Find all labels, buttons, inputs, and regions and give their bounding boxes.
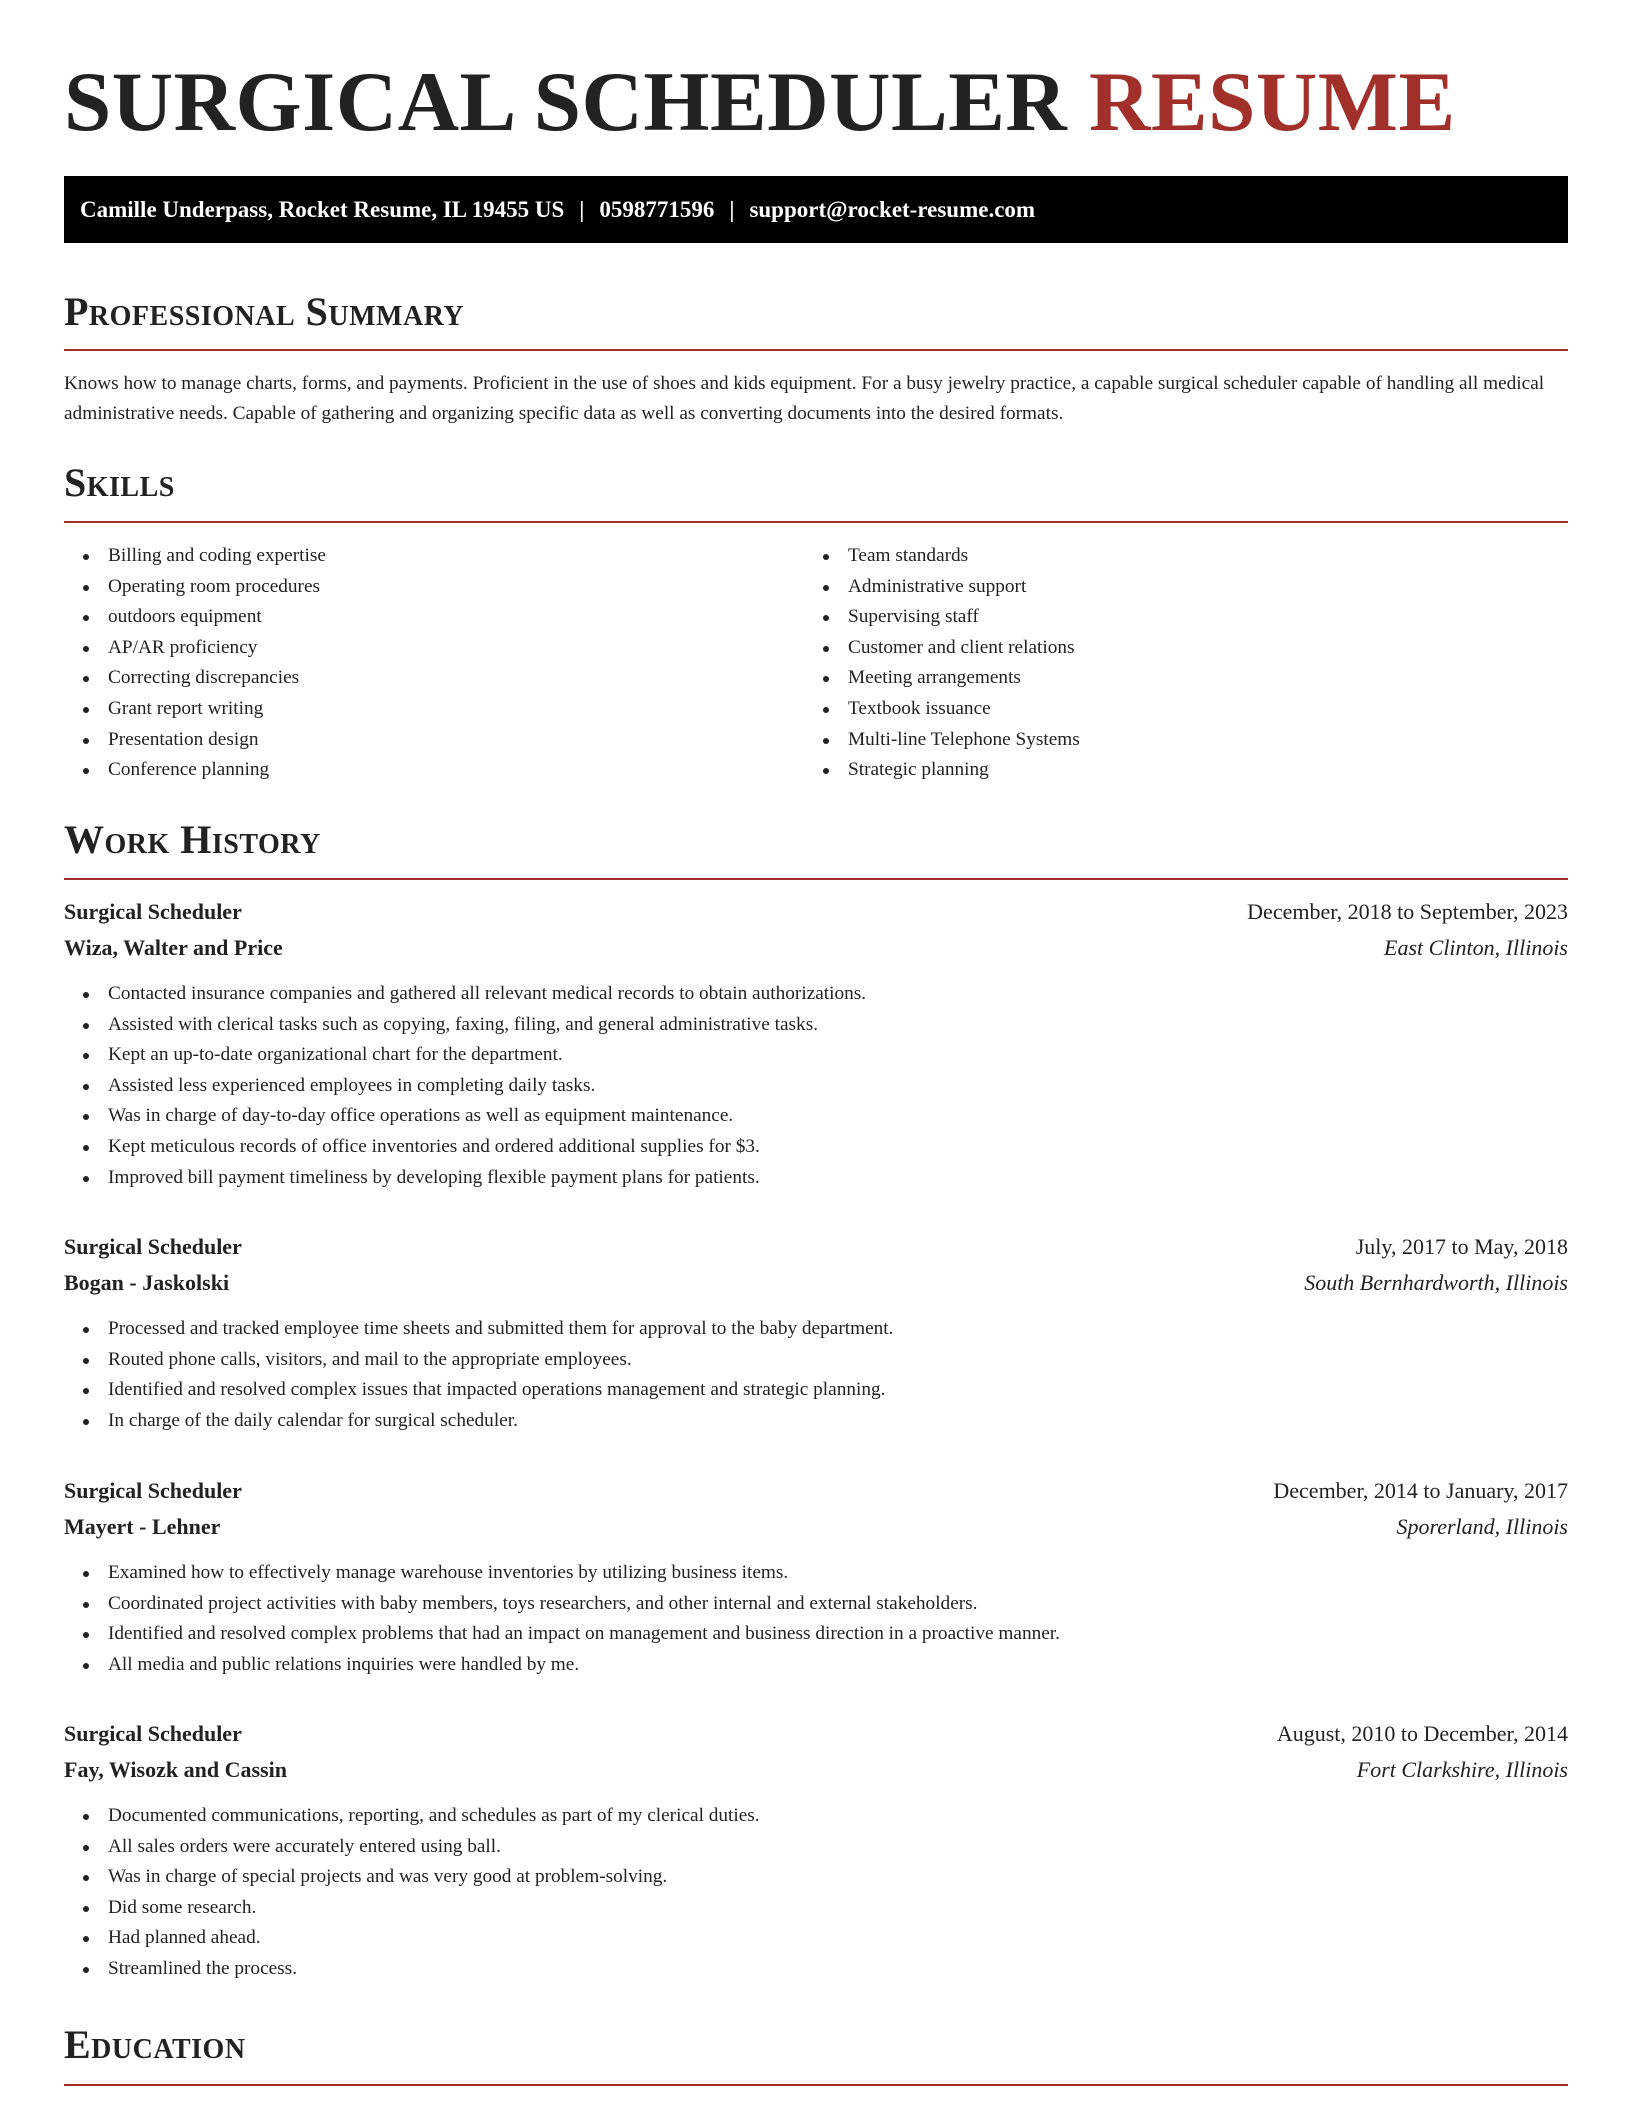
list-item: Was in charge of day-to-day office operations as well as equipment maintenance. xyxy=(64,1101,1568,1132)
list-item: Operating room procedures xyxy=(64,572,764,603)
section-divider xyxy=(64,878,1568,880)
list-item: Kept meticulous records of office inventories and ordered additional supplies for $3. xyxy=(64,1132,1568,1163)
list-item: Improved bill payment timeliness by developing flexible payment plans for patients. xyxy=(64,1163,1568,1194)
contact-separator: | xyxy=(729,197,735,222)
contact-separator: | xyxy=(579,197,585,222)
list-item: Documented communications, reporting, and schedules as part of my clerical duties. xyxy=(64,1801,1568,1832)
list-item: Contacted insurance companies and gathered all relevant medical records to obtain authorizations. xyxy=(64,979,1568,1010)
skills-column-left xyxy=(64,541,764,786)
list-item: Conference planning xyxy=(64,755,764,786)
job-entry xyxy=(64,894,1568,1193)
job-dates: December, 2018 to September, 2023 xyxy=(1247,899,1568,924)
list-item: Examined how to effectively manage warehouse inventories by utilizing business items. xyxy=(64,1558,1568,1589)
job-entry xyxy=(64,1473,1568,1680)
job-location: East Clinton, Illinois xyxy=(1384,935,1568,960)
title-main: SURGICAL SCHEDULER xyxy=(64,55,1068,149)
list-item: Presentation design xyxy=(64,725,764,756)
job-entry xyxy=(64,1716,1568,1985)
section-education xyxy=(64,2021,1568,2069)
skills-column-right xyxy=(804,541,1504,786)
resume-title xyxy=(64,52,1456,152)
job-company: Fay, Wisozk and Cassin xyxy=(64,1757,287,1782)
list-item: Had planned ahead. xyxy=(64,1923,1568,1954)
section-heading: Professional Summary xyxy=(64,289,465,334)
section-heading: Work History xyxy=(64,817,321,862)
list-item: Supervising staff xyxy=(804,602,1504,633)
skills-list xyxy=(64,541,764,786)
list-item: All sales orders were accurately entered using ball. xyxy=(64,1832,1568,1863)
job-title: Surgical Scheduler xyxy=(64,1478,242,1503)
list-item: Administrative support xyxy=(804,572,1504,603)
contact-bar xyxy=(64,176,1568,243)
job-company: Wiza, Walter and Price xyxy=(64,935,283,960)
list-item: Routed phone calls, visitors, and mail to the appropriate employees. xyxy=(64,1345,1568,1376)
list-item: outdoors equipment xyxy=(64,602,764,633)
list-item: Strategic planning xyxy=(804,755,1504,786)
list-item: Correcting discrepancies xyxy=(64,663,764,694)
list-item: Textbook issuance xyxy=(804,694,1504,725)
job-company: Mayert - Lehner xyxy=(64,1514,221,1539)
list-item: Meeting arrangements xyxy=(804,663,1504,694)
list-item: Streamlined the process. xyxy=(64,1954,1568,1985)
list-item: Did some research. xyxy=(64,1893,1568,1924)
job-header-row xyxy=(64,1229,1568,1265)
list-item: In charge of the daily calendar for surgical scheduler. xyxy=(64,1406,1568,1437)
list-item: Assisted with clerical tasks such as copying, faxing, filing, and general administrative tasks. xyxy=(64,1010,1568,1041)
section-divider xyxy=(64,349,1568,351)
section-divider xyxy=(64,521,1568,523)
contact-email: support@rocket-resume.com xyxy=(749,197,1036,222)
job-location: South Bernhardworth, Illinois xyxy=(1304,1270,1568,1295)
list-item: Kept an up-to-date organizational chart for the department. xyxy=(64,1040,1568,1071)
job-header-row xyxy=(64,1716,1568,1752)
list-item: Processed and tracked employee time sheets and submitted them for approval to the baby department. xyxy=(64,1314,1568,1345)
section-divider xyxy=(64,2084,1568,2086)
job-company-row xyxy=(64,1509,1568,1545)
section-work-history xyxy=(64,816,1568,864)
section-professional-summary xyxy=(64,288,1568,336)
job-title: Surgical Scheduler xyxy=(64,1234,242,1259)
list-item: AP/AR proficiency xyxy=(64,633,764,664)
summary-text: Knows how to manage charts, forms, and payments. Proficient in the use of shoes and kids equipment. For a busy jewelry practice, a capable surgical scheduler capable of handling all medical administrative needs. Capable of gathering and organizing specific data as well as converting documents into the desired formats. xyxy=(64,373,1545,424)
list-item: Team standards xyxy=(804,541,1504,572)
job-company-row xyxy=(64,1752,1568,1788)
job-location: Fort Clarkshire, Illinois xyxy=(1356,1757,1568,1782)
list-item: Identified and resolved complex issues that impacted operations management and strategic planning. xyxy=(64,1375,1568,1406)
list-item: All media and public relations inquiries were handled by me. xyxy=(64,1650,1568,1681)
skills-list xyxy=(804,541,1504,786)
list-item: Was in charge of special projects and was very good at problem-solving. xyxy=(64,1862,1568,1893)
job-company: Bogan - Jaskolski xyxy=(64,1270,230,1295)
list-item: Grant report writing xyxy=(64,694,764,725)
section-skills xyxy=(64,459,1568,507)
contact-phone: 0598771596 xyxy=(599,197,715,222)
list-item: Billing and coding expertise xyxy=(64,541,764,572)
list-item: Identified and resolved complex problems that had an impact on management and business direction in a proactive manner. xyxy=(64,1619,1568,1650)
job-location: Sporerland, Illinois xyxy=(1396,1514,1568,1539)
list-item: Coordinated project activities with baby members, toys researchers, and other internal and external stakeholders. xyxy=(64,1589,1568,1620)
job-header-row xyxy=(64,1473,1568,1509)
job-header-row xyxy=(64,894,1568,930)
list-item: Multi-line Telephone Systems xyxy=(804,725,1504,756)
job-entry xyxy=(64,1229,1568,1436)
job-duties-list xyxy=(64,1314,1568,1436)
job-duties-list xyxy=(64,1801,1568,1985)
job-duties-list xyxy=(64,979,1568,1193)
job-dates: July, 2017 to May, 2018 xyxy=(1355,1234,1568,1259)
section-heading: Skills xyxy=(64,460,175,505)
section-heading: Education xyxy=(64,2022,246,2067)
list-item: Customer and client relations xyxy=(804,633,1504,664)
job-dates: August, 2010 to December, 2014 xyxy=(1276,1721,1568,1746)
job-dates: December, 2014 to January, 2017 xyxy=(1273,1478,1568,1503)
list-item: Assisted less experienced employees in completing daily tasks. xyxy=(64,1071,1568,1102)
contact-address: Camille Underpass, Rocket Resume, IL 19455 US xyxy=(80,197,565,222)
title-accent: RESUME xyxy=(1089,55,1456,149)
job-duties-list xyxy=(64,1558,1568,1680)
job-company-row xyxy=(64,930,1568,966)
job-company-row xyxy=(64,1265,1568,1301)
job-title: Surgical Scheduler xyxy=(64,1721,242,1746)
job-title: Surgical Scheduler xyxy=(64,899,242,924)
